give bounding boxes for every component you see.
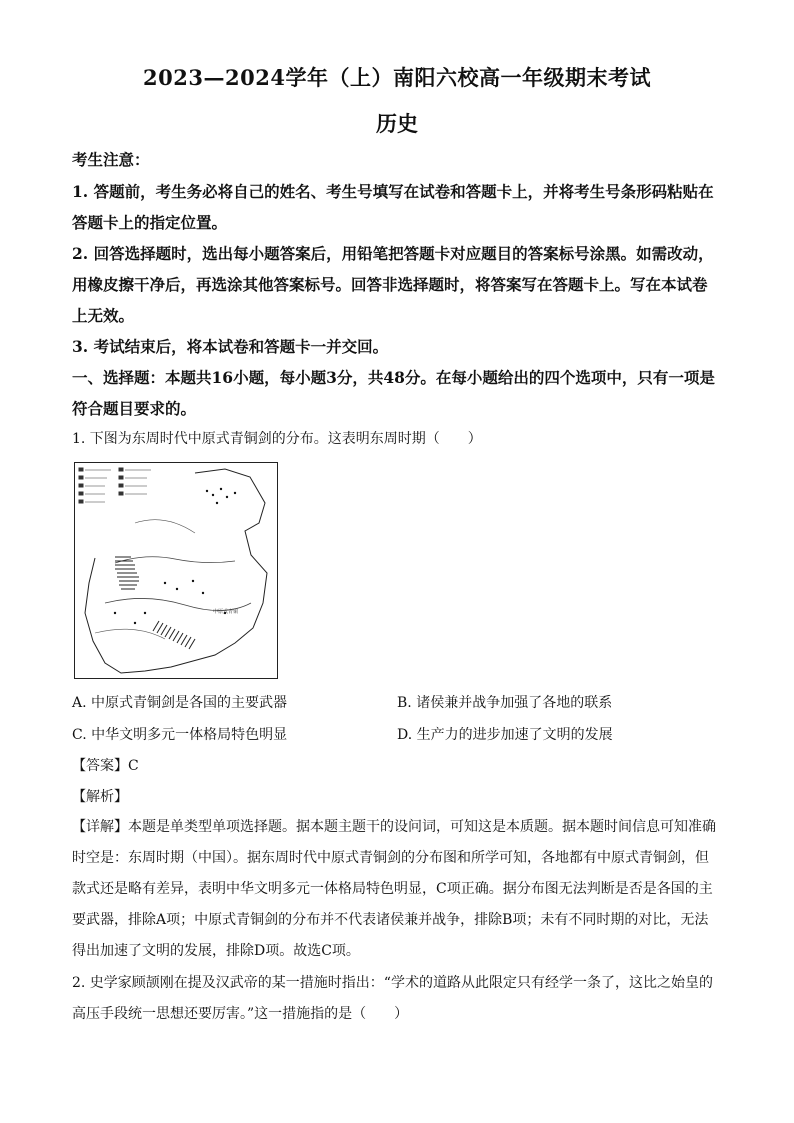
q2-stem: 2. 史学家顾颉刚在提及汉武帝的某一措施时指出：“学术的道路从此限定只有经学一条了，这比之始皇的高压手段统一思想还要厉害。”这一措施指的是（ ） bbox=[72, 975, 713, 1022]
exam-title: 2023—2024学年（上）南阳六校高一年级期末考试 bbox=[143, 65, 651, 90]
q1-option-b: B. 诸侯兼并战争加强了各地的联系 bbox=[397, 695, 613, 711]
q1-option-d: D. 生产力的进步加速了文明的发展 bbox=[397, 727, 613, 743]
notice-item-1: 1. 答题前，考生务必将自己的姓名、考生号填写在试卷和答题卡上，并将考生号条形码粘贴在答题卡上的指定位置。 bbox=[72, 182, 714, 232]
q1-detail: 【详解】本题是单类型单项选择题。据本题主题干的设问词，可知这是本质题。据本题时间信息可知准确时空是：东周时期（中国）。据东周时代中原式青铜剑的分布图和所学可知，各地都有中原式青铜剑，但款式还是略有差异，表明中华文明多元一体格局特色明显，C项正确。据分布图无法判断是否是各国的主要武器，排除A项；中原式青铜剑的分布并不代表诸侯兼并战争，排除B项；未有不同时期的对比，无法得出加速了文明的发展，排除D项。故选C项。 bbox=[72, 819, 716, 959]
section-heading: 一、选择题：本题共16小题，每小题3分，共48分。在每小题给出的四个选项中，只有一项是符合题目要求的。 bbox=[72, 368, 715, 418]
notice-item-2: 2. 回答选择题时，选出每小题答案后，用铅笔把答题卡对应题目的答案标号涂黑。如需改动，用橡皮擦干净后，再选涂其他答案标号。回答非选择题时，将答案写在答题卡上。写在本试卷上无效。 bbox=[72, 244, 714, 325]
q1-option-a: A. 中原式青铜剑是各国的主要武器 bbox=[72, 695, 288, 711]
map-drawing bbox=[75, 463, 277, 678]
map-place-label: 中原式青铜 bbox=[213, 609, 239, 615]
bronze-sword-distribution-map bbox=[74, 462, 278, 679]
notice-heading: 考生注意： bbox=[72, 150, 150, 169]
exam-subject: 历史 bbox=[376, 111, 418, 136]
map-legend bbox=[79, 468, 151, 503]
q1-option-c: C. 中华文明多元一体格局特色明显 bbox=[72, 727, 288, 743]
q1-stem: 1. 下图为东周时代中原式青铜剑的分布。这表明东周时期（ ） bbox=[72, 431, 482, 447]
q1-answer: 【答案】C bbox=[72, 758, 139, 774]
notice-item-3: 3. 考试结束后，将本试卷和答题卡一并交回。 bbox=[72, 337, 389, 356]
q1-analysis-label: 【解析】 bbox=[72, 789, 128, 805]
